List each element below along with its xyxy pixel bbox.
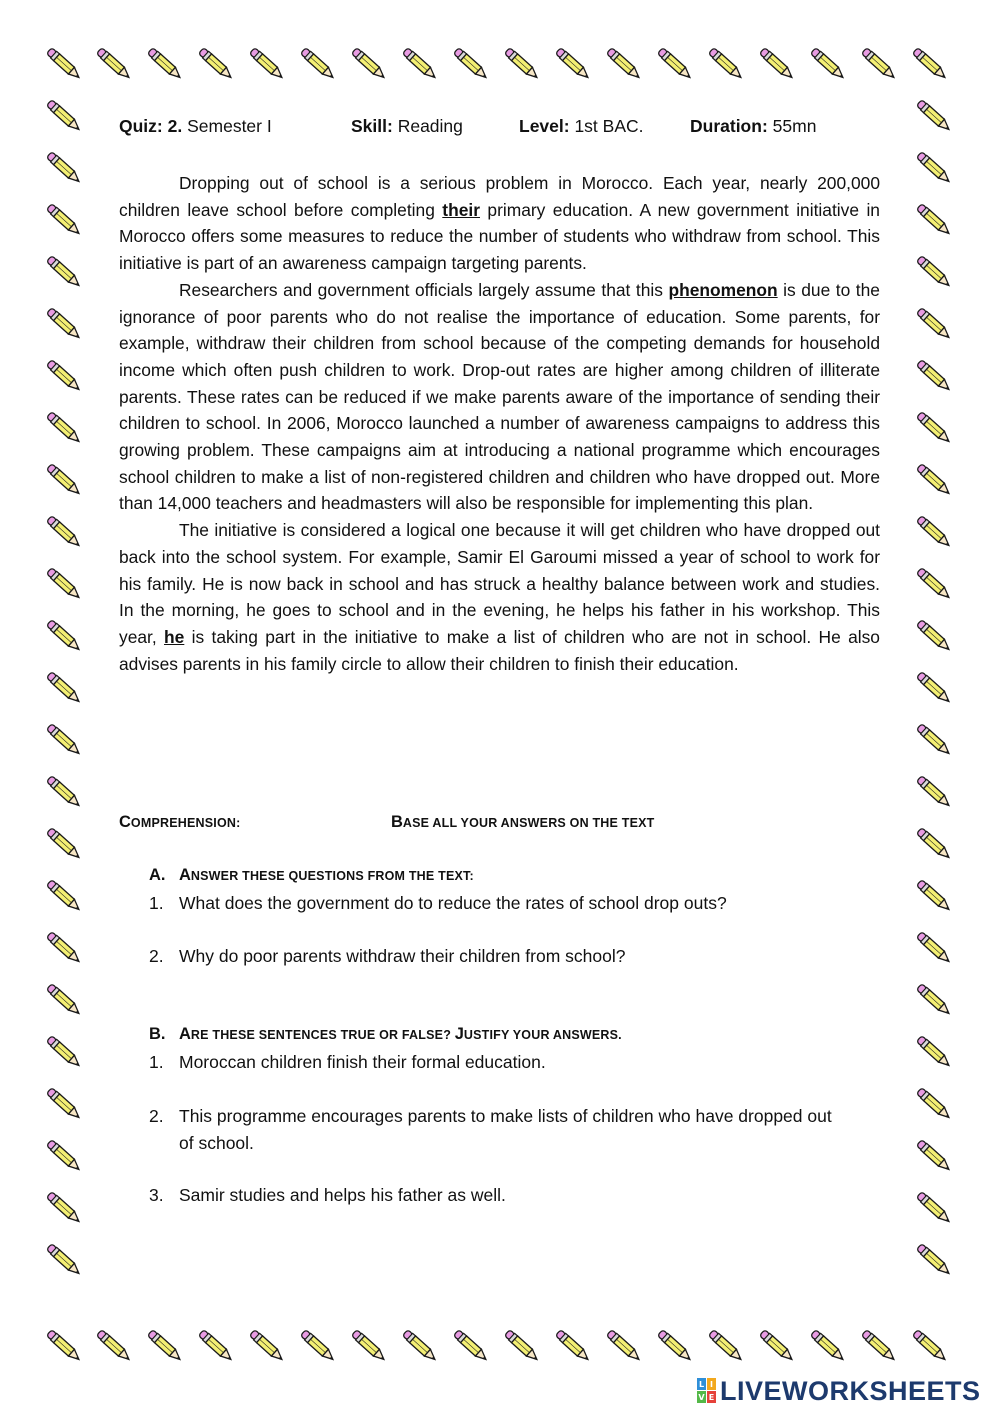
pencil-icon [40, 352, 88, 400]
pencil-icon [910, 924, 958, 972]
pencil-icon [40, 1236, 88, 1284]
pencil-icon [40, 508, 88, 556]
level-info [519, 116, 644, 137]
reference-word-phenomenon: phenomenon [668, 279, 778, 300]
reading-passage [119, 170, 880, 677]
pencil-icon [910, 404, 958, 452]
level-label: Level: [519, 116, 570, 136]
pencil-icon [40, 144, 88, 192]
pencil-icon [910, 768, 958, 816]
pencil-icon [40, 92, 88, 140]
pencil-icon [40, 1028, 88, 1076]
pencil-icon [651, 40, 699, 88]
pencil-icon [345, 1322, 393, 1370]
pencil-icon [855, 40, 903, 88]
section-a-heading: A. ANSWER THESE QUESTIONS FROM THE TEXT: [149, 866, 474, 884]
question-b-1: 1. Moroccan children finish their formal education. [149, 1052, 546, 1072]
skill-label: Skill: [351, 116, 393, 136]
pencil-icon [702, 40, 750, 88]
duration-info [690, 116, 816, 137]
pencil-icon [753, 1322, 801, 1370]
section-b-letter: B. [149, 1025, 166, 1043]
pencil-icon [910, 144, 958, 192]
pencil-icon [910, 1028, 958, 1076]
pencil-icon [40, 820, 88, 868]
pencil-icon [910, 508, 958, 556]
pencil-icon [40, 768, 88, 816]
pencil-icon [910, 872, 958, 920]
skill-info [351, 116, 463, 137]
pencil-icon [910, 196, 958, 244]
reference-word-their: their [442, 199, 480, 220]
pencil-icon [40, 196, 88, 244]
pencil-icon [600, 1322, 648, 1370]
pencil-icon [40, 1322, 88, 1370]
pencil-icon [910, 716, 958, 764]
pencil-icon [345, 40, 393, 88]
pencil-icon [906, 1322, 954, 1370]
paragraph-2: Researchers and government officials largely assume that this phenomenon is due to the ignorance of poor parents who do not realise the importance of education. Some parents, for example, withdraw their children from school because of the competing demands for household income which often push children to work. Drop-out rates are higher among children of illiterate parents. These rates can be reduced if we make parents aware of the importance of sending their children to school. In 2006, Morocco launched a number of awareness campaigns to address this growing problem. These campaigns aim at introducing a national programme which encourages school children to make a list of non-registered children and children who have dropped out. More than 14,000 teachers and headmasters will also be responsible for implementing this plan. [119, 279, 880, 514]
pencil-icon [910, 1184, 958, 1232]
section-b-heading: B. ARE THESE SENTENCES TRUE OR FALSE? JUSTIFY YOUR ANSWERS. [149, 1025, 622, 1043]
quiz-number: 2. [167, 116, 183, 136]
pencil-icon [549, 1322, 597, 1370]
pencil-icon [40, 1080, 88, 1128]
pencil-icon [910, 92, 958, 140]
reference-word-he: he [164, 626, 185, 647]
pencil-icon [40, 40, 88, 88]
pencil-icon [910, 976, 958, 1024]
pencil-icon [549, 40, 597, 88]
pencil-icon [141, 40, 189, 88]
pencil-icon [447, 40, 495, 88]
duration-value: 55mn [772, 116, 817, 136]
pencil-icon [804, 1322, 852, 1370]
pencil-icon [40, 560, 88, 608]
pencil-icon [600, 40, 648, 88]
pencil-icon [40, 248, 88, 296]
section-a-letter: A. [149, 866, 166, 884]
pencil-icon [40, 872, 88, 920]
comprehension-instruction: BASE ALL YOUR ANSWERS ON THE TEXT [391, 813, 655, 831]
liveworksheets-logo-icon [697, 1378, 717, 1404]
svg-text:E: E [708, 1393, 715, 1402]
pencil-icon [910, 664, 958, 712]
pencil-icon [910, 1236, 958, 1284]
duration-label: Duration: [690, 116, 768, 136]
pencil-icon [141, 1322, 189, 1370]
pencil-icon [855, 1322, 903, 1370]
pencil-icon [702, 1322, 750, 1370]
pencil-icon [910, 820, 958, 868]
pencil-icon [498, 1322, 546, 1370]
pencil-icon [40, 976, 88, 1024]
pencil-icon [40, 404, 88, 452]
svg-text:I: I [710, 1380, 713, 1389]
skill-value: Reading [397, 116, 463, 136]
pencil-icon [498, 40, 546, 88]
pencil-icon [294, 1322, 342, 1370]
pencil-icon [396, 1322, 444, 1370]
quiz-info [119, 116, 272, 137]
pencil-icon [910, 352, 958, 400]
pencil-icon [40, 300, 88, 348]
level-value: 1st BAC. [574, 116, 644, 136]
pencil-icon [40, 1132, 88, 1180]
pencil-icon [910, 1132, 958, 1180]
pencil-icon [40, 612, 88, 660]
pencil-icon [192, 40, 240, 88]
pencil-icon [294, 40, 342, 88]
pencil-icon [910, 300, 958, 348]
pencil-icon [910, 1080, 958, 1128]
pencil-icon [40, 664, 88, 712]
pencil-icon [910, 560, 958, 608]
pencil-icon [90, 1322, 138, 1370]
pencil-icon [910, 248, 958, 296]
pencil-icon [396, 40, 444, 88]
pencil-icon [192, 1322, 240, 1370]
paragraph-1: Dropping out of school is a serious problem in Morocco. Each year, nearly 200,000 children leave school before completing their primary education. A new government initiative in Morocco offers some measures to reduce the number of students who withdraw from school. This initiative is part of an awareness campaign targeting parents. [119, 173, 880, 274]
pencil-icon [447, 1322, 495, 1370]
pencil-icon [40, 924, 88, 972]
paragraph-3: The initiative is considered a logical one because it will get children who have dropped out back into the school system. For example, Samir El Garoumi missed a year of school to work for his family. He is now back in school and has struck a healthy balance between work and studies. In the morning, he goes to school and in the evening, he helps his father in his workshop. This year, he is taking part in the initiative to make a list of children who are not in school. He also advises parents in his family circle to allow their children to finish their education. [119, 520, 880, 674]
pencil-icon [910, 456, 958, 504]
semester: Semester I [187, 116, 272, 136]
comprehension-title: COMPREHENSION: [119, 813, 241, 831]
question-a-1: 1. What does the government do to reduce the rates of school drop outs? [149, 893, 727, 913]
quiz-label: Quiz: [119, 116, 163, 136]
pencil-icon [243, 1322, 291, 1370]
pencil-icon [40, 1184, 88, 1232]
svg-text:L: L [698, 1380, 705, 1389]
pencil-icon [910, 612, 958, 660]
liveworksheets-watermark [697, 1375, 981, 1407]
question-b-2: 2. This programme encourages parents to make lists of children who have dropped out of school. [149, 1106, 832, 1153]
svg-text:V: V [698, 1393, 705, 1402]
question-a-2: 2. Why do poor parents withdraw their children from school? [149, 946, 626, 966]
pencil-icon [651, 1322, 699, 1370]
watermark-text: LIVEWORKSHEETS [720, 1375, 981, 1406]
question-b-3: 3. Samir studies and helps his father as well. [149, 1185, 506, 1205]
pencil-icon [40, 716, 88, 764]
pencil-icon [243, 40, 291, 88]
pencil-icon [753, 40, 801, 88]
pencil-icon [40, 456, 88, 504]
pencil-icon [804, 40, 852, 88]
pencil-icon [906, 40, 954, 88]
pencil-icon [90, 40, 138, 88]
